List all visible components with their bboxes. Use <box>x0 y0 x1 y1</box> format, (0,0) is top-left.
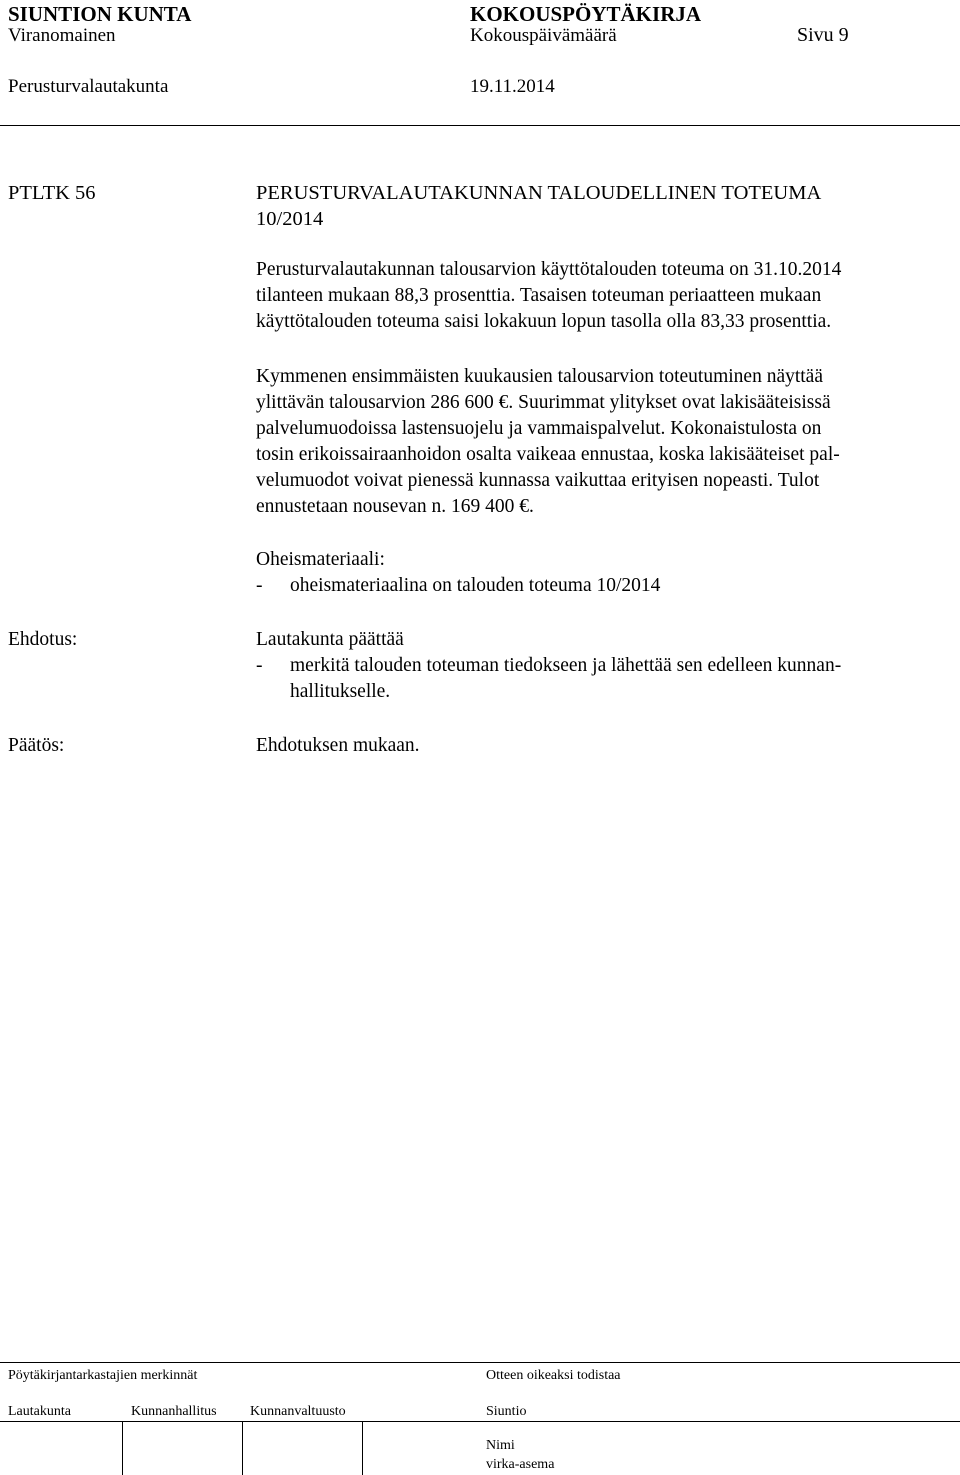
municipality-name: SIUNTION KUNTA <box>8 2 192 26</box>
proposal-item-line1: merkitä talouden toteuman tiedokseen ja lähettää sen edelleen kunnan- <box>290 655 842 676</box>
council-column-label: Kunnanvaltuusto <box>250 1404 346 1419</box>
document-type: KOKOUSPÖYTÄKIRJA <box>470 2 702 26</box>
proposal-item-line2: hallitukselle. <box>290 681 391 702</box>
footer-column-divider <box>362 1421 363 1475</box>
proposal-label: Ehdotus: <box>8 629 78 650</box>
paragraph-forecast <box>256 364 926 520</box>
board-column-label: Lautakunta <box>8 1404 71 1419</box>
attachment-text: oheismateriaalina on talouden toteuma 10/2014 <box>290 575 661 596</box>
paragraph-line: palvelumuodoissa lastensuojelu ja vammaispalvelut. Kokonaistulosta on <box>256 418 822 439</box>
footer-column-divider <box>122 1421 123 1475</box>
paragraph-line: ylittävän talousarvion 286 600 €. Suurimmat ylitykset ovat lakisääteisissä <box>256 392 831 413</box>
footer-row-divider <box>0 1421 960 1422</box>
list-dash: - <box>256 655 263 676</box>
paragraph-line: Kymmenen ensimmäisten kuukausien talousarvion toteutuminen näyttää <box>256 366 823 387</box>
paragraph-line: tosin erikoissairaanhoidon osalta vaikeaa ennustaa, koska lakisääteiset pal- <box>256 444 840 465</box>
meeting-date: 19.11.2014 <box>470 76 555 97</box>
paragraph-line: velumuodot voivat pienessä kunnassa vaikuttaa erityisen nopeasti. Tulot <box>256 470 820 491</box>
place-label: Siuntio <box>486 1404 527 1419</box>
municipal-board-column-label: Kunnanhallitus <box>131 1404 217 1419</box>
certified-label: Otteen oikeaksi todistaa <box>486 1368 621 1383</box>
decision-text: Ehdotuksen mukaan. <box>256 735 420 756</box>
reviewers-label: Pöytäkirjantarkastajien merkinnät <box>8 1368 198 1383</box>
header-divider <box>0 125 960 126</box>
list-dash: - <box>256 575 263 596</box>
section-title-line2: 10/2014 <box>256 208 324 230</box>
paragraph-line: käyttötalouden toteuma saisi lokakuun lopun tasolla olla 83,33 prosenttia. <box>256 311 832 332</box>
paragraph-line: tilanteen mukaan 88,3 prosenttia. Tasaisen toteuman periaatteen mukaan <box>256 285 822 306</box>
authority-name: Perusturvalautakunta <box>8 76 169 97</box>
page-number: Sivu 9 <box>797 24 849 46</box>
paragraph-budget-status <box>256 257 926 335</box>
proposal-intro: Lautakunta päättää <box>256 629 404 650</box>
decision-label: Päätös: <box>8 735 65 756</box>
paragraph-line: Perusturvalautakunnan talousarvion käyttötalouden toteuma on 31.10.2014 <box>256 259 842 280</box>
paragraph-line: ennustetaan nousevan n. 169 400 €. <box>256 496 534 517</box>
section-title-line1: PERUSTURVALAUTAKUNNAN TALOUDELLINEN TOTEUMA <box>256 182 822 204</box>
attachments-heading: Oheismateriaali: <box>256 549 385 570</box>
footer-column-divider <box>242 1421 243 1475</box>
section-code: PTLTK 56 <box>8 182 96 204</box>
position-label: virka-asema <box>486 1457 555 1472</box>
name-label: Nimi <box>486 1438 515 1453</box>
meeting-date-label: Kokouspäivämäärä <box>470 25 617 46</box>
authority-label: Viranomainen <box>8 25 116 46</box>
footer-divider <box>0 1362 960 1363</box>
